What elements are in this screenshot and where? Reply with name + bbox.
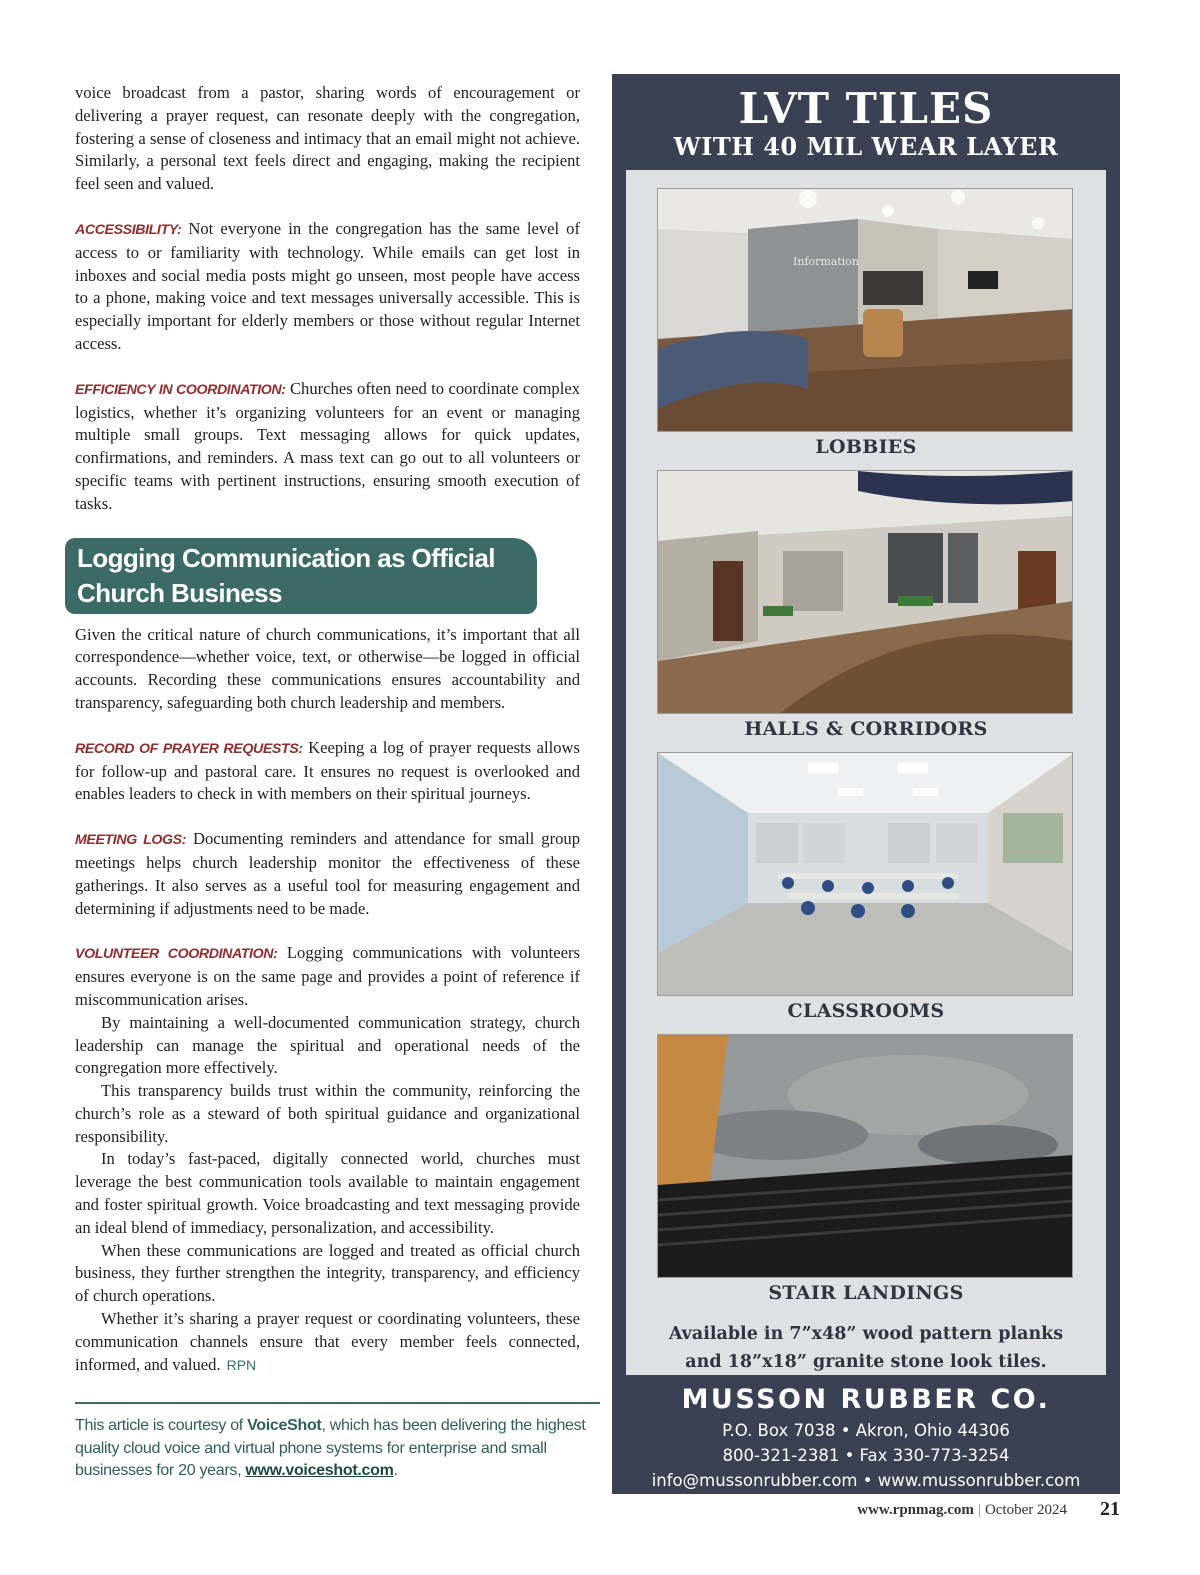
lobby-image <box>658 189 1073 432</box>
company-name: MUSSON RUBBER CO. <box>681 1384 1051 1415</box>
end-mark: RPN <box>226 1356 257 1373</box>
halls-photo <box>657 470 1073 714</box>
efficiency-lead: EFFICIENCY IN COORDINATION: <box>75 381 286 398</box>
credit-text: This article is courtesy of <box>75 1417 248 1434</box>
closing-paragraph <box>75 1308 580 1376</box>
lobby-photo <box>657 188 1073 432</box>
ad-title: LVT TILES <box>738 84 994 133</box>
availability-line: Available in 7”x48” wood pattern planks <box>668 1324 1064 1344</box>
classroom-photo <box>657 752 1073 996</box>
musson-advertisement <box>612 74 1120 1494</box>
accessibility-text: Not everyone in the congregation has the same level of access to or familiarity with technology. While emails can get lost in inboxes and social media posts might go unseen, most people have access to a phone, making voice and text messages universally accessible. This is especially important for elderly members or those without regular Internet access. <box>75 218 580 353</box>
footer-separator: | <box>977 1502 981 1518</box>
article-paragraph: This transparency builds trust within the community, reinforcing the church’s role as a steward of both spiritual guidance and organizational responsibility. <box>75 1081 580 1146</box>
footer-date: October 2024 <box>984 1502 1067 1518</box>
efficiency-text: Churches often need to coordinate complex logistics, whether it’s organizing volunteers for an event or managing multiple small groups. Text messaging allows for quick updates, confirmations, and reminders. A mass text can go out to all volunteers or specific teams with pertinent instructions, ensuring smooth execution of tasks. <box>75 378 580 513</box>
credit-divider <box>75 1402 600 1404</box>
ad-photo-panel <box>626 170 1106 1375</box>
ad-subtitle: WITH 40 MIL WEAR LAYER <box>673 132 1059 161</box>
stair-photo <box>657 1034 1073 1278</box>
prayer-paragraph <box>75 737 580 806</box>
prayer-text: Keeping a log of prayer requests allows for follow-up and pastoral care. It ensures no request is overlooked and enables leaders to check in with members on their spiritual journeys. <box>75 737 580 804</box>
company-web[interactable]: info@mussonrubber.com • www.mussonrubber.com <box>651 1471 1081 1490</box>
caption-halls-corridors: HALLS & CORRIDORS <box>744 718 988 740</box>
credit-text: , which has been delivering the highest quality cloud voice and virtual phone systems for enterprise and small businesses for 20 years, <box>75 1417 586 1479</box>
credit-brand: VoiceShot <box>247 1417 322 1434</box>
caption-classrooms: CLASSROOMS <box>787 1000 945 1022</box>
halls-image <box>658 471 1073 714</box>
voiceshot-link[interactable]: www.voiceshot.com <box>245 1462 394 1479</box>
meeting-lead: MEETING LOGS: <box>75 832 187 849</box>
company-address: P.O. Box 7038 • Akron, Ohio 44306 <box>722 1421 1010 1440</box>
article-paragraph: In today’s fast-paced, digitally connected world, churches must leverage the best communication tools available to maintain engagement and foster spiritual growth. Voice broadcasting and text messaging provide an ideal blend of immediacy, personalization, and accessibility. <box>75 1149 580 1237</box>
page-footer <box>857 1502 1067 1519</box>
article-paragraph: When these communications are logged and treated as official church business, they further strengthen the integrity, transparency, and efficiency of church operations. <box>75 1240 580 1306</box>
credit-text: . <box>393 1462 398 1479</box>
page-number: 21 <box>1100 1498 1120 1520</box>
section-heading: Logging Communication as Official Church Business <box>65 538 537 614</box>
accessibility-lead: ACCESSIBILITY: <box>75 221 182 238</box>
information-sign: Information <box>793 255 860 268</box>
article-column <box>75 82 580 1376</box>
company-phone: 800-321-2381 • Fax 330-773-3254 <box>722 1446 1010 1465</box>
logging-intro-paragraph: Given the critical nature of church communications, it’s important that all correspondence—whether voice, text, or otherwise—be logged in official accounts. Recording these communications ensures accountability and transparency, safeguarding both church leadership and members. <box>75 624 580 712</box>
article-paragraph: By maintaining a well-documented communication strategy, church leadership can manage the spiritual and operational needs of the congregation more effectively. <box>75 1012 580 1078</box>
efficiency-paragraph <box>75 378 580 516</box>
accessibility-paragraph <box>75 218 580 356</box>
caption-lobbies: LOBBIES <box>815 436 917 458</box>
stair-image <box>658 1035 1073 1278</box>
footer-site[interactable]: www.rpnmag.com <box>857 1502 974 1518</box>
article-paragraph: voice broadcast from a pastor, sharing words of encouragement or delivering a prayer request, can resonate deeply with the congregation, fostering a sense of closeness and intimacy that an email might not achieve. Similarly, a personal text feels direct and engaging, making the recipient feel seen and valued. <box>75 83 580 194</box>
prayer-lead: RECORD OF PRAYER REQUESTS: <box>75 740 303 757</box>
volunteer-text: Logging communications with volunteers ensures everyone is on the same page and provides a point of reference if miscommunication arises. <box>75 943 580 1009</box>
availability-line: and 18”x18” granite stone look tiles. <box>685 1352 1047 1372</box>
volunteer-lead: VOLUNTEER COORDINATION: <box>75 946 278 963</box>
caption-stair-landings: STAIR LANDINGS <box>768 1282 964 1304</box>
article-credit <box>75 1415 595 1483</box>
classroom-image <box>658 753 1073 996</box>
closing-text: Whether it’s sharing a prayer request or coordinating volunteers, these communication channels ensure that every member feels connected, informed, and valued. <box>75 1309 580 1374</box>
volunteer-paragraph <box>75 942 580 1011</box>
meeting-text: Documenting reminders and attendance for small group meetings helps church leadership monitor the effectiveness of these gatherings. It also serves as a useful tool for measuring engagement and determining if adjustments need to be made. <box>75 829 580 918</box>
availability-text <box>626 1320 1106 1376</box>
meeting-paragraph <box>75 828 580 920</box>
